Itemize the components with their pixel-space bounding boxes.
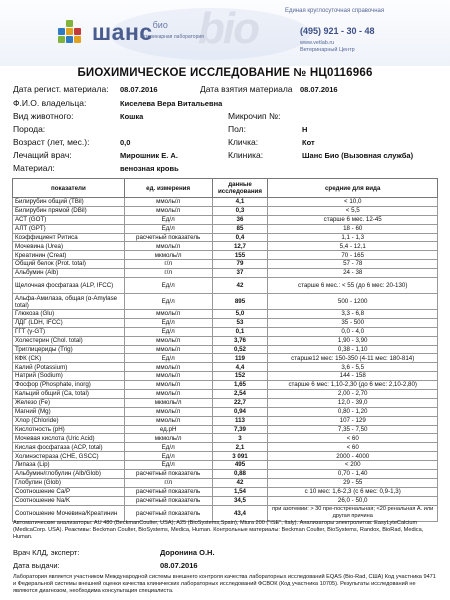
reg-date-label: Дата регист. материала: bbox=[13, 84, 109, 94]
cell-reference: 70 - 165 bbox=[268, 251, 438, 260]
table-row bbox=[13, 354, 438, 363]
owner: Киселева Вера Витальевна bbox=[120, 99, 223, 108]
cell-reference: 1,1 - 1,3 bbox=[268, 233, 438, 242]
table-row bbox=[13, 416, 438, 425]
cell-unit: ммоль/л bbox=[124, 416, 212, 425]
sex: Н bbox=[302, 125, 308, 134]
cell-unit: Ед/л bbox=[124, 294, 212, 310]
brand-subtitle: ветеринарная лаборатория bbox=[140, 34, 204, 40]
cell-result: 0,88 bbox=[212, 470, 268, 479]
table-row bbox=[13, 260, 438, 269]
cell-unit: расчетный показатель bbox=[124, 496, 212, 505]
cell-unit: ммоль/л bbox=[124, 310, 212, 319]
cell-result: 79 bbox=[212, 260, 268, 269]
cell-unit: ммоль/л bbox=[124, 390, 212, 399]
table-row bbox=[13, 478, 438, 487]
cell-reference: 35 - 500 bbox=[268, 318, 438, 327]
table-row bbox=[13, 470, 438, 479]
table-row bbox=[13, 496, 438, 505]
col-header-reference: средние для вида bbox=[268, 179, 438, 198]
cell-result: 495 bbox=[212, 461, 268, 470]
cell-parameter: Креатинин (Creat) bbox=[13, 251, 125, 260]
cell-reference: 18 - 60 bbox=[268, 224, 438, 233]
cell-result: 152 bbox=[212, 372, 268, 381]
table-row bbox=[13, 372, 438, 381]
results-table bbox=[12, 178, 438, 522]
cell-unit: ммоль/л bbox=[124, 363, 212, 372]
cell-unit: расчетный показатель bbox=[124, 487, 212, 496]
cell-reference: 57 - 78 bbox=[268, 260, 438, 269]
cell-reference: 5,4 - 12,1 bbox=[268, 242, 438, 251]
cell-reference: 0,70 - 1,40 bbox=[268, 470, 438, 479]
issue-date: 08.07.2016 bbox=[160, 561, 198, 570]
cell-result: 0,3 bbox=[212, 206, 268, 215]
analyzers-note: Автоматические анализаторы: AU 480 (BeckmanCoulter, USA); A25 (BioSystems,Spain), Miura 200 ("ISE", Italy). Анализаторы электролитов: EasyLyteCalcium (MedicaCorp. USA). Реактивы: Beckman Coulter, BioSystems, Medica, Human. Контрольные материалы: Beckman Coulter, BioSystems, Randox, BioRad, Medica, Human. bbox=[13, 520, 424, 540]
material-label: Материал: bbox=[13, 163, 55, 173]
cell-unit: Ед/л bbox=[124, 443, 212, 452]
cell-unit: ммоль/л bbox=[124, 345, 212, 354]
cell-parameter: АСТ (GOT) bbox=[13, 215, 125, 224]
owner-label: Ф.И.О. владельца: bbox=[13, 98, 87, 108]
table-row bbox=[13, 505, 438, 521]
cell-reference: < 200 bbox=[268, 461, 438, 470]
cell-result: 34,5 bbox=[212, 496, 268, 505]
cell-result: 113 bbox=[212, 416, 268, 425]
cell-unit: Ед/л bbox=[124, 278, 212, 294]
accreditation-note: Лаборатория является участником Международной системы внешнего контроля качества лабораторных исследований EQAS (Bio-Rad, США) Код участника 9471 и Федеральной системы внешней оценки качества клинических лабораторных исследований ФСВОК (Код участника 10705). Результаты исследований не являются диагнозом, необходима консультация специалиста. bbox=[13, 574, 436, 594]
cell-reference: старше 6 мес: 1,10-2,30 (до 6 мес: 2,10-2,80) bbox=[268, 381, 438, 390]
table-row bbox=[13, 363, 438, 372]
cell-result: 3,76 bbox=[212, 336, 268, 345]
cell-result: 0,52 bbox=[212, 345, 268, 354]
col-header-parameter: показатели bbox=[13, 179, 125, 198]
cell-parameter: Мочевая кислота (Uric Acid) bbox=[13, 434, 125, 443]
cell-parameter: Глюкоза (Glu) bbox=[13, 310, 125, 319]
cell-parameter: Кислотность (pH) bbox=[13, 425, 125, 434]
cell-parameter: Триглицериды (Trig) bbox=[13, 345, 125, 354]
cell-reference: < 60 bbox=[268, 434, 438, 443]
cell-parameter: Альбумин (Alb) bbox=[13, 269, 125, 278]
cell-unit: мкмоль/л bbox=[124, 434, 212, 443]
cell-reference: 3,6 - 5,5 bbox=[268, 363, 438, 372]
cell-reference: 3,3 - 6,8 bbox=[268, 310, 438, 319]
cell-unit: ммоль/л bbox=[124, 372, 212, 381]
take-date-label: Дата взятия материала bbox=[200, 84, 293, 94]
table-row bbox=[13, 206, 438, 215]
cell-unit: ед.pH bbox=[124, 425, 212, 434]
cell-result: 36 bbox=[212, 215, 268, 224]
cell-result: 3 091 bbox=[212, 452, 268, 461]
cell-result: 22,7 bbox=[212, 398, 268, 407]
breed-label: Порода: bbox=[13, 124, 46, 134]
cell-parameter: Липаза (Lip) bbox=[13, 461, 125, 470]
cell-parameter: Билирубин общий (TBil) bbox=[13, 198, 125, 207]
cell-reference: 7,35 - 7,50 bbox=[268, 425, 438, 434]
cell-unit: Ед/л bbox=[124, 224, 212, 233]
cell-parameter: Коэффициент Ритиса bbox=[13, 233, 125, 242]
table-row bbox=[13, 434, 438, 443]
table-row bbox=[13, 461, 438, 470]
table-row bbox=[13, 318, 438, 327]
cell-result: 3 bbox=[212, 434, 268, 443]
cell-result: 0,1 bbox=[212, 327, 268, 336]
cell-reference: 1,90 - 3,90 bbox=[268, 336, 438, 345]
cell-reference: 29 - 55 bbox=[268, 478, 438, 487]
col-header-unit: ед. измерения bbox=[124, 179, 212, 198]
expert-name: Доронина О.Н. bbox=[160, 548, 215, 557]
cell-reference: старше 6 мес. 12-45 bbox=[268, 215, 438, 224]
cell-unit: Ед/л bbox=[124, 354, 212, 363]
cell-unit: Ед/л bbox=[124, 318, 212, 327]
cell-unit: ммоль/л bbox=[124, 206, 212, 215]
cell-unit: мкмоль/л bbox=[124, 398, 212, 407]
cell-reference: < 5,5 bbox=[268, 206, 438, 215]
doctor: Мирошник Е. А. bbox=[120, 151, 178, 160]
cell-unit: ммоль/л bbox=[124, 407, 212, 416]
cell-result: 0,4 bbox=[212, 233, 268, 242]
cell-parameter: Соотношение Мочевина/Креатинин bbox=[13, 505, 125, 521]
expert-label: Врач КЛД, эксперт: bbox=[13, 548, 80, 557]
doctor-label: Лечащий врач: bbox=[13, 150, 72, 160]
cell-parameter: Хлор (Chloride) bbox=[13, 416, 125, 425]
cell-result: 42 bbox=[212, 478, 268, 487]
sex-label: Пол: bbox=[228, 124, 246, 134]
table-row bbox=[13, 198, 438, 207]
cell-parameter: Соотношение Ca/P bbox=[13, 487, 125, 496]
table-row bbox=[13, 224, 438, 233]
cell-result: 43,4 bbox=[212, 505, 268, 521]
cell-result: 1,65 bbox=[212, 381, 268, 390]
clinic-label: Клиника: bbox=[228, 150, 264, 160]
nick: Кот bbox=[302, 138, 315, 147]
table-row bbox=[13, 327, 438, 336]
cell-reference: 0,38 - 1,10 bbox=[268, 345, 438, 354]
cell-reference: при азотемии: > 30 пре-постренальная; <20 ренальная А. или другая причина bbox=[268, 505, 438, 521]
table-row bbox=[13, 233, 438, 242]
cell-reference: 2,00 - 2,70 bbox=[268, 390, 438, 399]
cell-parameter: Щелочная фосфатаза (ALP, IFCC) bbox=[13, 278, 125, 294]
cell-result: 0,94 bbox=[212, 407, 268, 416]
table-row bbox=[13, 390, 438, 399]
cell-parameter: Альфа-Амилаза, общая (α-Amylase total) bbox=[13, 294, 125, 310]
table-row bbox=[13, 443, 438, 452]
cell-parameter: Фосфор (Phosphate, inorg) bbox=[13, 381, 125, 390]
table-row bbox=[13, 407, 438, 416]
header-contact bbox=[300, 40, 355, 54]
cell-parameter: Холинэстераза (CHE, GSCC) bbox=[13, 452, 125, 461]
cell-result: 4,4 bbox=[212, 363, 268, 372]
cell-reference: 12,0 - 39,0 bbox=[268, 398, 438, 407]
cell-reference: старше12 мес: 150-350 (4-11 мес: 180-814) bbox=[268, 354, 438, 363]
table-row bbox=[13, 452, 438, 461]
header-watermark: bio bbox=[198, 4, 258, 53]
cell-parameter: Железо (Fe) bbox=[13, 398, 125, 407]
cell-unit: г/л bbox=[124, 269, 212, 278]
cell-unit: ммоль/л bbox=[124, 381, 212, 390]
cell-parameter: Калий (Potassium) bbox=[13, 363, 125, 372]
cell-result: 2,54 bbox=[212, 390, 268, 399]
cell-reference: 0,80 - 1,20 bbox=[268, 407, 438, 416]
cell-parameter: Холестерин (Chol. total) bbox=[13, 336, 125, 345]
cell-reference: 26,0 - 50,0 bbox=[268, 496, 438, 505]
cell-parameter: Глобулин (Glob) bbox=[13, 478, 125, 487]
table-row bbox=[13, 294, 438, 310]
cell-result: 42 bbox=[212, 278, 268, 294]
issue-date-label: Дата выдачи: bbox=[13, 561, 60, 570]
cell-unit: ммоль/л bbox=[124, 336, 212, 345]
cell-reference: 24 - 38 bbox=[268, 269, 438, 278]
clinic: Шанс Био (Вызовная служба) bbox=[302, 151, 414, 160]
reg-date: 08.07.2016 bbox=[120, 85, 158, 94]
cell-unit: Ед/л bbox=[124, 461, 212, 470]
cell-unit: Ед/л bbox=[124, 452, 212, 461]
material: венозная кровь bbox=[120, 164, 179, 173]
table-row bbox=[13, 487, 438, 496]
cell-result: 12,7 bbox=[212, 242, 268, 251]
cell-parameter: Магний (Mg) bbox=[13, 407, 125, 416]
cell-reference: 0,0 - 4,0 bbox=[268, 327, 438, 336]
take-date: 08.07.2016 bbox=[300, 85, 338, 94]
header-site: www.vetlab.ru bbox=[300, 40, 335, 46]
cell-parameter: Общий белок (Prot. total) bbox=[13, 260, 125, 269]
cell-reference: < 10,0 bbox=[268, 198, 438, 207]
table-row bbox=[13, 269, 438, 278]
header-slogan: Единая круглосуточная справочная bbox=[285, 8, 385, 14]
cell-reference: 144 - 158 bbox=[268, 372, 438, 381]
cell-unit: Ед/л bbox=[124, 215, 212, 224]
table-row bbox=[13, 345, 438, 354]
species-label: Вид животного: bbox=[13, 111, 74, 121]
cell-result: 119 bbox=[212, 354, 268, 363]
cell-reference: 107 - 129 bbox=[268, 416, 438, 425]
cell-parameter: Билирубин прямой (DBil) bbox=[13, 206, 125, 215]
cell-result: 85 bbox=[212, 224, 268, 233]
cell-parameter: Кислая фосфатаза (ACP, total) bbox=[13, 443, 125, 452]
age: 0,0 bbox=[120, 138, 131, 147]
cell-parameter: Кальций общий (Ca, total) bbox=[13, 390, 125, 399]
cell-result: 7,39 bbox=[212, 425, 268, 434]
cell-result: 5,0 bbox=[212, 310, 268, 319]
chip-label: Микрочип №: bbox=[228, 111, 281, 121]
cell-parameter: АЛТ (GPT) bbox=[13, 224, 125, 233]
cell-parameter: Соотношение Na/K bbox=[13, 496, 125, 505]
cell-unit: мкмоль/л bbox=[124, 251, 212, 260]
col-header-result: данные исследования bbox=[212, 179, 268, 198]
brand-name: шанс bbox=[92, 19, 153, 45]
nick-label: Кличка: bbox=[228, 137, 259, 147]
cell-result: 895 bbox=[212, 294, 268, 310]
cell-result: 2,1 bbox=[212, 443, 268, 452]
table-header-row bbox=[13, 179, 438, 198]
species: Кошка bbox=[120, 112, 144, 121]
cell-unit: ммоль/л bbox=[124, 198, 212, 207]
cell-parameter: ЛДГ (LDH, IFCC) bbox=[13, 318, 125, 327]
cell-result: 155 bbox=[212, 251, 268, 260]
cell-parameter: ГГТ (γ-GT) bbox=[13, 327, 125, 336]
cell-unit: расчетный показатель bbox=[124, 470, 212, 479]
table-row bbox=[13, 251, 438, 260]
cell-unit: расчетный показатель bbox=[124, 233, 212, 242]
table-row bbox=[13, 310, 438, 319]
cell-reference: < 60 bbox=[268, 443, 438, 452]
cell-reference: с 10 мес: 1,6-2,3 (с 6 мес: 0,9-1,3) bbox=[268, 487, 438, 496]
cell-unit: г/л bbox=[124, 260, 212, 269]
header-phone: (495) 921 - 30 - 48 bbox=[300, 26, 375, 36]
cell-result: 53 bbox=[212, 318, 268, 327]
document-title: БИОХИМИЧЕСКОЕ ИССЛЕДОВАНИЕ № НЦ0116966 bbox=[77, 67, 373, 79]
logo-grid-icon bbox=[58, 20, 90, 52]
cell-parameter: Альбумин/глобулин (Alb/Glob) bbox=[13, 470, 125, 479]
cell-unit: г/л bbox=[124, 478, 212, 487]
cell-unit: ммоль/л bbox=[124, 242, 212, 251]
table-row bbox=[13, 278, 438, 294]
table-row bbox=[13, 381, 438, 390]
cell-unit: Ед/л bbox=[124, 327, 212, 336]
table-row bbox=[13, 215, 438, 224]
age-label: Возраст (лет, мес.): bbox=[13, 137, 90, 147]
cell-parameter: КФК (CK) bbox=[13, 354, 125, 363]
table-row bbox=[13, 425, 438, 434]
cell-reference: 500 - 1200 bbox=[268, 294, 438, 310]
table-row bbox=[13, 336, 438, 345]
cell-parameter: Мочевина (Urea) bbox=[13, 242, 125, 251]
cell-unit: расчетный показатель bbox=[124, 505, 212, 521]
cell-parameter: Натрий (Sodium) bbox=[13, 372, 125, 381]
cell-result: 37 bbox=[212, 269, 268, 278]
table-row bbox=[13, 398, 438, 407]
header-site2: Ветеринарный Центр bbox=[300, 47, 355, 53]
cell-result: 1,54 bbox=[212, 487, 268, 496]
cell-result: 4,1 bbox=[212, 198, 268, 207]
table-row bbox=[13, 242, 438, 251]
cell-reference: старше 6 мес.: < 55 (до 6 мес: 20-130) bbox=[268, 278, 438, 294]
brand-suffix: био bbox=[152, 20, 168, 30]
letterhead bbox=[0, 0, 450, 66]
cell-reference: 2000 - 4000 bbox=[268, 452, 438, 461]
